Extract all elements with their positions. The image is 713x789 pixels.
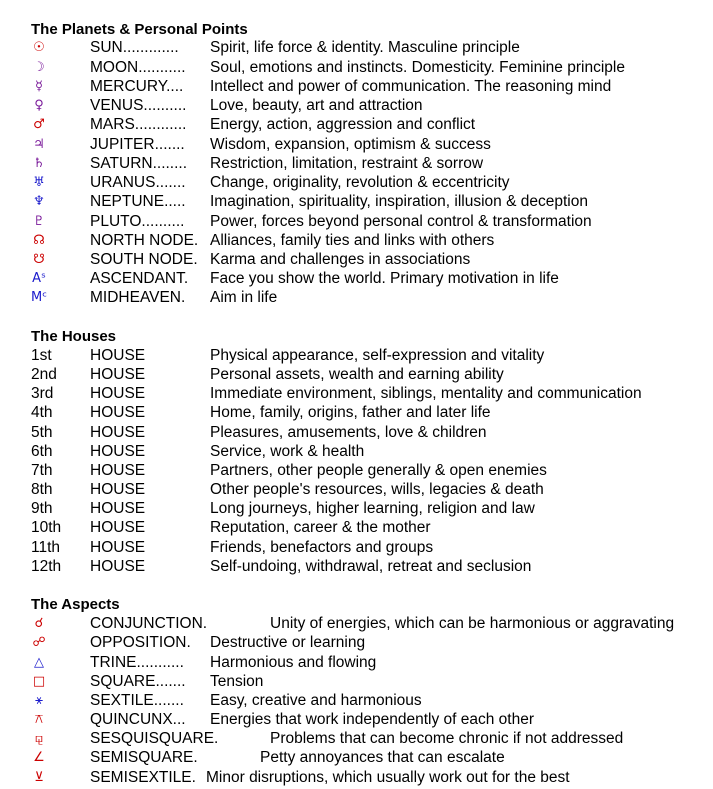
- planet-name: MIDHEAVEN.: [90, 289, 186, 306]
- aspect-desc: Harmonious and flowing: [210, 654, 377, 671]
- planet-row-sun: [0, 38, 713, 57]
- house-number: 6th: [31, 443, 53, 460]
- house-number: 7th: [31, 462, 53, 479]
- house-row: [0, 365, 713, 384]
- planet-row-ascendant: [0, 269, 713, 288]
- saturn-icon: ♄: [33, 156, 45, 171]
- aspect-name: CONJUNCTION.: [90, 615, 208, 632]
- jupiter-icon: ♃: [33, 137, 45, 152]
- planet-name: ASCENDANT.: [90, 270, 189, 287]
- planet-name: MOON...........: [90, 59, 186, 76]
- aspect-desc: Easy, creative and harmonious: [210, 692, 422, 709]
- house-label: HOUSE: [90, 366, 146, 383]
- house-number: 11th: [31, 539, 61, 556]
- house-number: 12th: [31, 558, 62, 575]
- square-icon: □: [32, 674, 46, 689]
- house-label: HOUSE: [90, 539, 146, 556]
- planet-desc: Energy, action, aggression and conflict: [210, 116, 476, 133]
- mercury-icon: ☿: [35, 79, 43, 94]
- house-label: HOUSE: [90, 462, 146, 479]
- house-row: [0, 346, 713, 365]
- moon-icon: ☽: [33, 60, 45, 75]
- planet-name: NEPTUNE.....: [90, 193, 186, 210]
- house-row: [0, 480, 713, 499]
- house-row: [0, 423, 713, 442]
- house-desc: Immediate environment, siblings, mentality and communication: [210, 385, 642, 402]
- aspect-name: SEXTILE.......: [90, 692, 184, 709]
- aspect-desc: Destructive or learning: [210, 634, 366, 651]
- semisquare-icon: ∠: [33, 750, 45, 765]
- house-desc: Home, family, origins, father and later life: [210, 404, 491, 421]
- house-desc: Partners, other people generally & open enemies: [210, 462, 547, 479]
- planet-row-mercury: [0, 77, 713, 96]
- house-number: 9th: [31, 500, 53, 517]
- house-desc: Reputation, career & the mother: [210, 519, 431, 536]
- sun-icon: ☉: [33, 40, 45, 55]
- trine-icon: △: [34, 655, 44, 670]
- planet-desc: Intellect and power of communication. The reasoning mind: [210, 78, 612, 95]
- planet-desc: Aim in life: [210, 289, 278, 306]
- aspect-desc: Minor disruptions, which usually work out for the best: [206, 769, 570, 786]
- house-row: [0, 442, 713, 461]
- house-number: 2nd: [31, 366, 57, 383]
- house-row: [0, 538, 713, 557]
- neptune-icon: ♆: [33, 194, 45, 209]
- house-desc: Service, work & health: [210, 443, 365, 460]
- house-number: 1st: [31, 347, 52, 364]
- planet-name: SUN.............: [90, 39, 179, 56]
- venus-icon: ♀: [34, 98, 44, 113]
- planet-desc: Spirit, life force & identity. Masculine principle: [210, 39, 520, 56]
- house-number: 3rd: [31, 385, 54, 402]
- opposition-icon: ☍: [32, 635, 46, 650]
- planet-name: SOUTH NODE.: [90, 251, 198, 268]
- planet-desc: Karma and challenges in associations: [210, 251, 471, 268]
- uranus-icon: ♅: [33, 175, 45, 190]
- house-desc: Pleasures, amusements, love & children: [210, 424, 487, 441]
- planet-name: JUPITER.......: [90, 136, 185, 153]
- planet-row-venus: [0, 96, 713, 115]
- aspect-row-quincunx: [0, 710, 713, 729]
- mars-icon: ♂: [33, 117, 45, 132]
- planet-name: URANUS.......: [90, 174, 186, 191]
- planet-row-moon: [0, 58, 713, 77]
- house-number: 8th: [31, 481, 53, 498]
- house-desc: Long journeys, higher learning, religion and law: [210, 500, 535, 517]
- sextile-icon: ⚹: [35, 693, 43, 708]
- aspect-row-square: [0, 672, 713, 691]
- house-row: [0, 384, 713, 403]
- house-label: HOUSE: [90, 385, 146, 402]
- houses-section-title: The Houses: [31, 328, 117, 345]
- aspect-desc: Petty annoyances that can escalate: [260, 749, 505, 766]
- house-row: [0, 461, 713, 480]
- house-number: 4th: [31, 404, 53, 421]
- house-desc: Personal assets, wealth and earning ability: [210, 366, 504, 383]
- aspect-row-trine: [0, 653, 713, 672]
- planet-row-jupiter: [0, 135, 713, 154]
- planet-row-saturn: [0, 154, 713, 173]
- aspect-name: SESQUISQUARE.: [90, 730, 219, 747]
- house-row: [0, 518, 713, 537]
- planet-row-north-node: [0, 231, 713, 250]
- aspect-desc: Problems that can become chronic if not addressed: [270, 730, 624, 747]
- aspect-name: QUINCUNX...: [90, 711, 186, 728]
- planet-row-pluto: [0, 212, 713, 231]
- aspect-desc: Energies that work independently of each other: [210, 711, 534, 728]
- house-label: HOUSE: [90, 558, 146, 575]
- house-number: 10th: [31, 519, 62, 536]
- aspect-row-semisquare: [0, 748, 713, 767]
- planet-desc: Power, forces beyond personal control & transformation: [210, 213, 592, 230]
- house-desc: Other people's resources, wills, legacies & death: [210, 481, 544, 498]
- planet-name: NORTH NODE.: [90, 232, 199, 249]
- house-label: HOUSE: [90, 443, 146, 460]
- aspect-row-opposition: [0, 633, 713, 652]
- house-number: 5th: [31, 424, 53, 441]
- planet-name: MERCURY....: [90, 78, 184, 95]
- house-label: HOUSE: [90, 347, 146, 364]
- planet-desc: Wisdom, expansion, optimism & success: [210, 136, 491, 153]
- aspect-row-semisextile: [0, 768, 713, 787]
- aspect-desc: Tension: [210, 673, 264, 690]
- house-label: HOUSE: [90, 424, 146, 441]
- planet-desc: Face you show the world. Primary motivation in life: [210, 270, 559, 287]
- aspects-section-title: The Aspects: [31, 596, 120, 613]
- planet-row-neptune: [0, 192, 713, 211]
- aspect-name: SQUARE.......: [90, 673, 186, 690]
- house-label: HOUSE: [90, 500, 146, 517]
- midheaven-icon: Mᶜ: [30, 290, 48, 305]
- planet-row-south-node: [0, 250, 713, 269]
- planet-desc: Soul, emotions and instincts. Domesticity. Feminine principle: [210, 59, 625, 76]
- quincunx-icon: ⚻: [34, 712, 44, 727]
- aspect-desc: Unity of energies, which can be harmonious or aggravating: [270, 615, 675, 632]
- house-label: HOUSE: [90, 519, 146, 536]
- aspect-row-sesquisquare: [0, 729, 713, 748]
- planet-desc: Change, originality, revolution & eccentricity: [210, 174, 510, 191]
- house-row: [0, 403, 713, 422]
- planet-row-midheaven: [0, 288, 713, 307]
- aspect-row-sextile: [0, 691, 713, 710]
- house-desc: Self-undoing, withdrawal, retreat and seclusion: [210, 558, 532, 575]
- planet-desc: Restriction, limitation, restraint & sorrow: [210, 155, 484, 172]
- planet-name: MARS............: [90, 116, 187, 133]
- ascendant-icon: Aˢ: [32, 271, 46, 286]
- aspect-name: OPPOSITION.: [90, 634, 191, 651]
- planet-row-mars: [0, 115, 713, 134]
- planet-name: SATURN........: [90, 155, 188, 172]
- planet-name: PLUTO..........: [90, 213, 185, 230]
- house-desc: Friends, benefactors and groups: [210, 539, 434, 556]
- south-node-icon: ☋: [33, 252, 45, 267]
- house-row: [0, 499, 713, 518]
- aspect-name: TRINE...........: [90, 654, 184, 671]
- sesquisquare-icon: ⚼: [34, 731, 44, 746]
- planet-row-uranus: [0, 173, 713, 192]
- planet-desc: Alliances, family ties and links with others: [210, 232, 495, 249]
- planet-desc: Love, beauty, art and attraction: [210, 97, 423, 114]
- house-label: HOUSE: [90, 481, 146, 498]
- aspect-row-conjunction: [0, 614, 713, 633]
- semisextile-icon: ⊻: [34, 770, 44, 785]
- planet-name: VENUS..........: [90, 97, 187, 114]
- conjunction-icon: ☌: [34, 616, 44, 631]
- planet-desc: Imagination, spirituality, inspiration, illusion & deception: [210, 193, 588, 210]
- house-desc: Physical appearance, self-expression and vitality: [210, 347, 545, 364]
- north-node-icon: ☊: [33, 233, 45, 248]
- pluto-icon: ♇: [33, 214, 45, 229]
- house-row: [0, 557, 713, 576]
- planets-section-title: The Planets & Personal Points: [31, 21, 248, 38]
- aspect-name: SEMISQUARE.: [90, 749, 198, 766]
- aspect-name: SEMISEXTILE.: [90, 769, 196, 786]
- house-label: HOUSE: [90, 404, 146, 421]
